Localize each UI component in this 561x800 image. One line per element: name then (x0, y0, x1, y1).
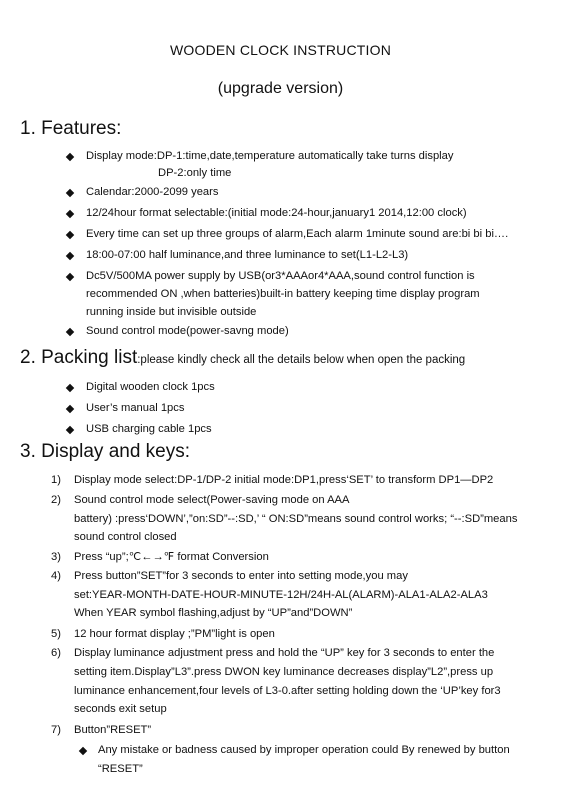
step-number: 2) (51, 494, 61, 506)
step-6-line-1: Display luminance adjustment press and hold the “UP” key for 3 seconds to enter the (74, 647, 495, 659)
packing-heading-text: 2. Packing list (20, 347, 138, 368)
feature-item-7: Sound control mode(power-savng mode) (86, 325, 289, 337)
features-heading: 1. Features: (20, 118, 122, 139)
step-number: 5) (51, 628, 61, 640)
packing-heading (20, 347, 465, 369)
step-5: 12 hour format display ;”PM”light is open (74, 628, 275, 640)
step-6-line-3: luminance enhancement,four levels of L3-0.after setting holding down the ‘UP’key for3 (74, 685, 501, 697)
step-2-line-3: sound control closed (74, 531, 177, 543)
step-2-line-2: battery) :press‘DOWN’,”on:SD”--:SD,’ “ ON:SD”means sound control works; “--:SD”means (74, 513, 518, 525)
document-title: WOODEN CLOCK INSTRUCTION (169, 42, 392, 58)
step-number: 1) (51, 474, 61, 486)
reset-note-line-2: “RESET” (98, 763, 143, 775)
feature-item-6-line-3: running inside but invisible outside (86, 306, 257, 318)
step-4-line-2: set:YEAR-MONTH-DATE-HOUR-MINUTE-12H/24H-AL(ALARM)-ALA1-ALA2-ALA3 (74, 589, 488, 601)
feature-item-1-line-1: Display mode:DP-1:time,date,temperature automatically take turns display (86, 150, 454, 162)
step-number: 4) (51, 570, 61, 582)
display-keys-heading: 3. Display and keys: (20, 441, 191, 462)
feature-item-4: Every time can set up three groups of alarm,Each alarm 1minute sound are:bi bi bi…. (86, 228, 509, 240)
packing-item-2: User’s manual 1pcs (86, 402, 185, 414)
feature-item-3: 12/24hour format selectable:(initial mode:24-hour,january1 2014,12:00 clock) (86, 207, 467, 219)
step-3: Press “up”;℃←→℉ format Conversion (74, 551, 269, 563)
reset-note-line-1: Any mistake or badness caused by improper operation could By renewed by button (98, 744, 510, 756)
feature-item-5: 18:00-07:00 half luminance,and three luminance to set(L1-L2-L3) (86, 249, 409, 261)
step-number: 6) (51, 647, 61, 659)
step-6-line-2: setting item.Display”L3”.press DWON key luminance decreases display”L2”,press up (74, 666, 494, 678)
step-number: 3) (51, 551, 61, 563)
step-number: 7) (51, 724, 61, 736)
feature-item-6-line-1: Dc5V/500MA power supply by USB(or3*AAAor4*AAA,sound control function is (86, 270, 475, 282)
step-7: Button”RESET” (74, 724, 152, 736)
packing-item-3: USB charging cable 1pcs (86, 423, 212, 435)
feature-item-2: Calendar:2000-2099 years (86, 186, 219, 198)
step-2-line-1: Sound control mode select(Power-saving mode on AAA (74, 494, 350, 506)
step-1: Display mode select:DP-1/DP-2 initial mode:DP1,press‘SET’ to transform DP1—DP2 (74, 474, 494, 486)
feature-item-6-line-2: recommended ON ,when batteries)built-in battery keeping time display program (86, 288, 480, 300)
step-6-line-4: seconds exit setup (74, 703, 167, 715)
feature-item-1-line-2: DP-2:only time (158, 167, 232, 179)
document-subtitle: (upgrade version) (217, 80, 344, 97)
packing-item-1: Digital wooden clock 1pcs (86, 381, 215, 393)
step-4-line-1: Press button”SET”for 3 seconds to enter into setting mode,you may (74, 570, 408, 582)
step-4-line-3: When YEAR symbol flashing,adjust by “UP”and”DOWN” (74, 607, 353, 619)
packing-note: :please kindly check all the details below when open the packing (137, 354, 466, 366)
